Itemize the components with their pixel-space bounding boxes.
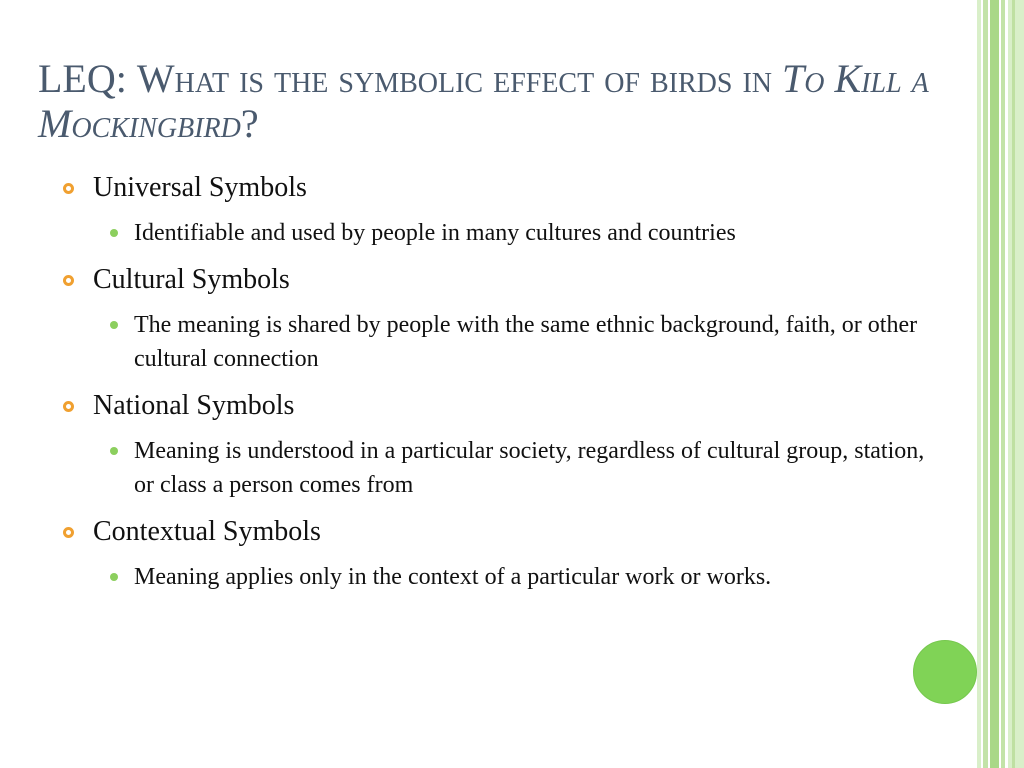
title-question-mark: ? [240, 101, 259, 146]
bullet-list [60, 170, 930, 606]
dot-bullet-icon [110, 229, 118, 237]
list-item [60, 170, 930, 250]
slide-title [38, 56, 958, 146]
decorative-stripe [1012, 0, 1015, 768]
list-item [60, 388, 930, 502]
bullet-heading [60, 170, 930, 206]
bullet-heading-text: Cultural Symbols [93, 264, 290, 295]
bullet-heading-text: Contextual Symbols [93, 516, 321, 547]
ring-bullet-icon [63, 527, 74, 538]
title-question: What is the symbolic effect of birds in [136, 56, 783, 101]
ring-bullet-icon [63, 275, 74, 286]
decorative-stripe [990, 0, 999, 768]
bullet-heading [60, 262, 930, 298]
ring-bullet-icon [63, 183, 74, 194]
bullet-detail-text: Meaning applies only in the context of a particular work or works. [134, 564, 772, 590]
dot-bullet-icon [110, 447, 118, 455]
bullet-detail [60, 560, 934, 594]
ring-bullet-icon [63, 401, 74, 412]
green-circle-decoration [913, 640, 977, 704]
title-prefix: LEQ: [38, 56, 137, 101]
title-book-name: To Kill a Mockingbird [38, 56, 929, 146]
bullet-heading [60, 388, 930, 424]
dot-bullet-icon [110, 573, 118, 581]
bullet-heading [60, 514, 930, 550]
list-item [60, 262, 930, 376]
dot-bullet-icon [110, 321, 118, 329]
decorative-stripe [977, 0, 981, 768]
bullet-detail-text: Identifiable and used by people in many cultures and countries [134, 220, 736, 246]
bullet-detail [60, 434, 934, 502]
bullet-heading-text: National Symbols [93, 390, 295, 421]
decorative-stripe [983, 0, 988, 768]
bullet-detail-text: Meaning is understood in a particular society, regardless of cultural group, station, or class a person comes from [134, 438, 925, 498]
bullet-detail [60, 308, 934, 376]
decorative-stripe [1008, 0, 1024, 768]
list-item [60, 514, 930, 594]
decorative-stripe [1001, 0, 1005, 768]
bullet-detail [60, 216, 934, 250]
bullet-heading-text: Universal Symbols [93, 172, 307, 203]
bullet-detail-text: The meaning is shared by people with the same ethnic background, faith, or other cultural connection [134, 312, 918, 372]
